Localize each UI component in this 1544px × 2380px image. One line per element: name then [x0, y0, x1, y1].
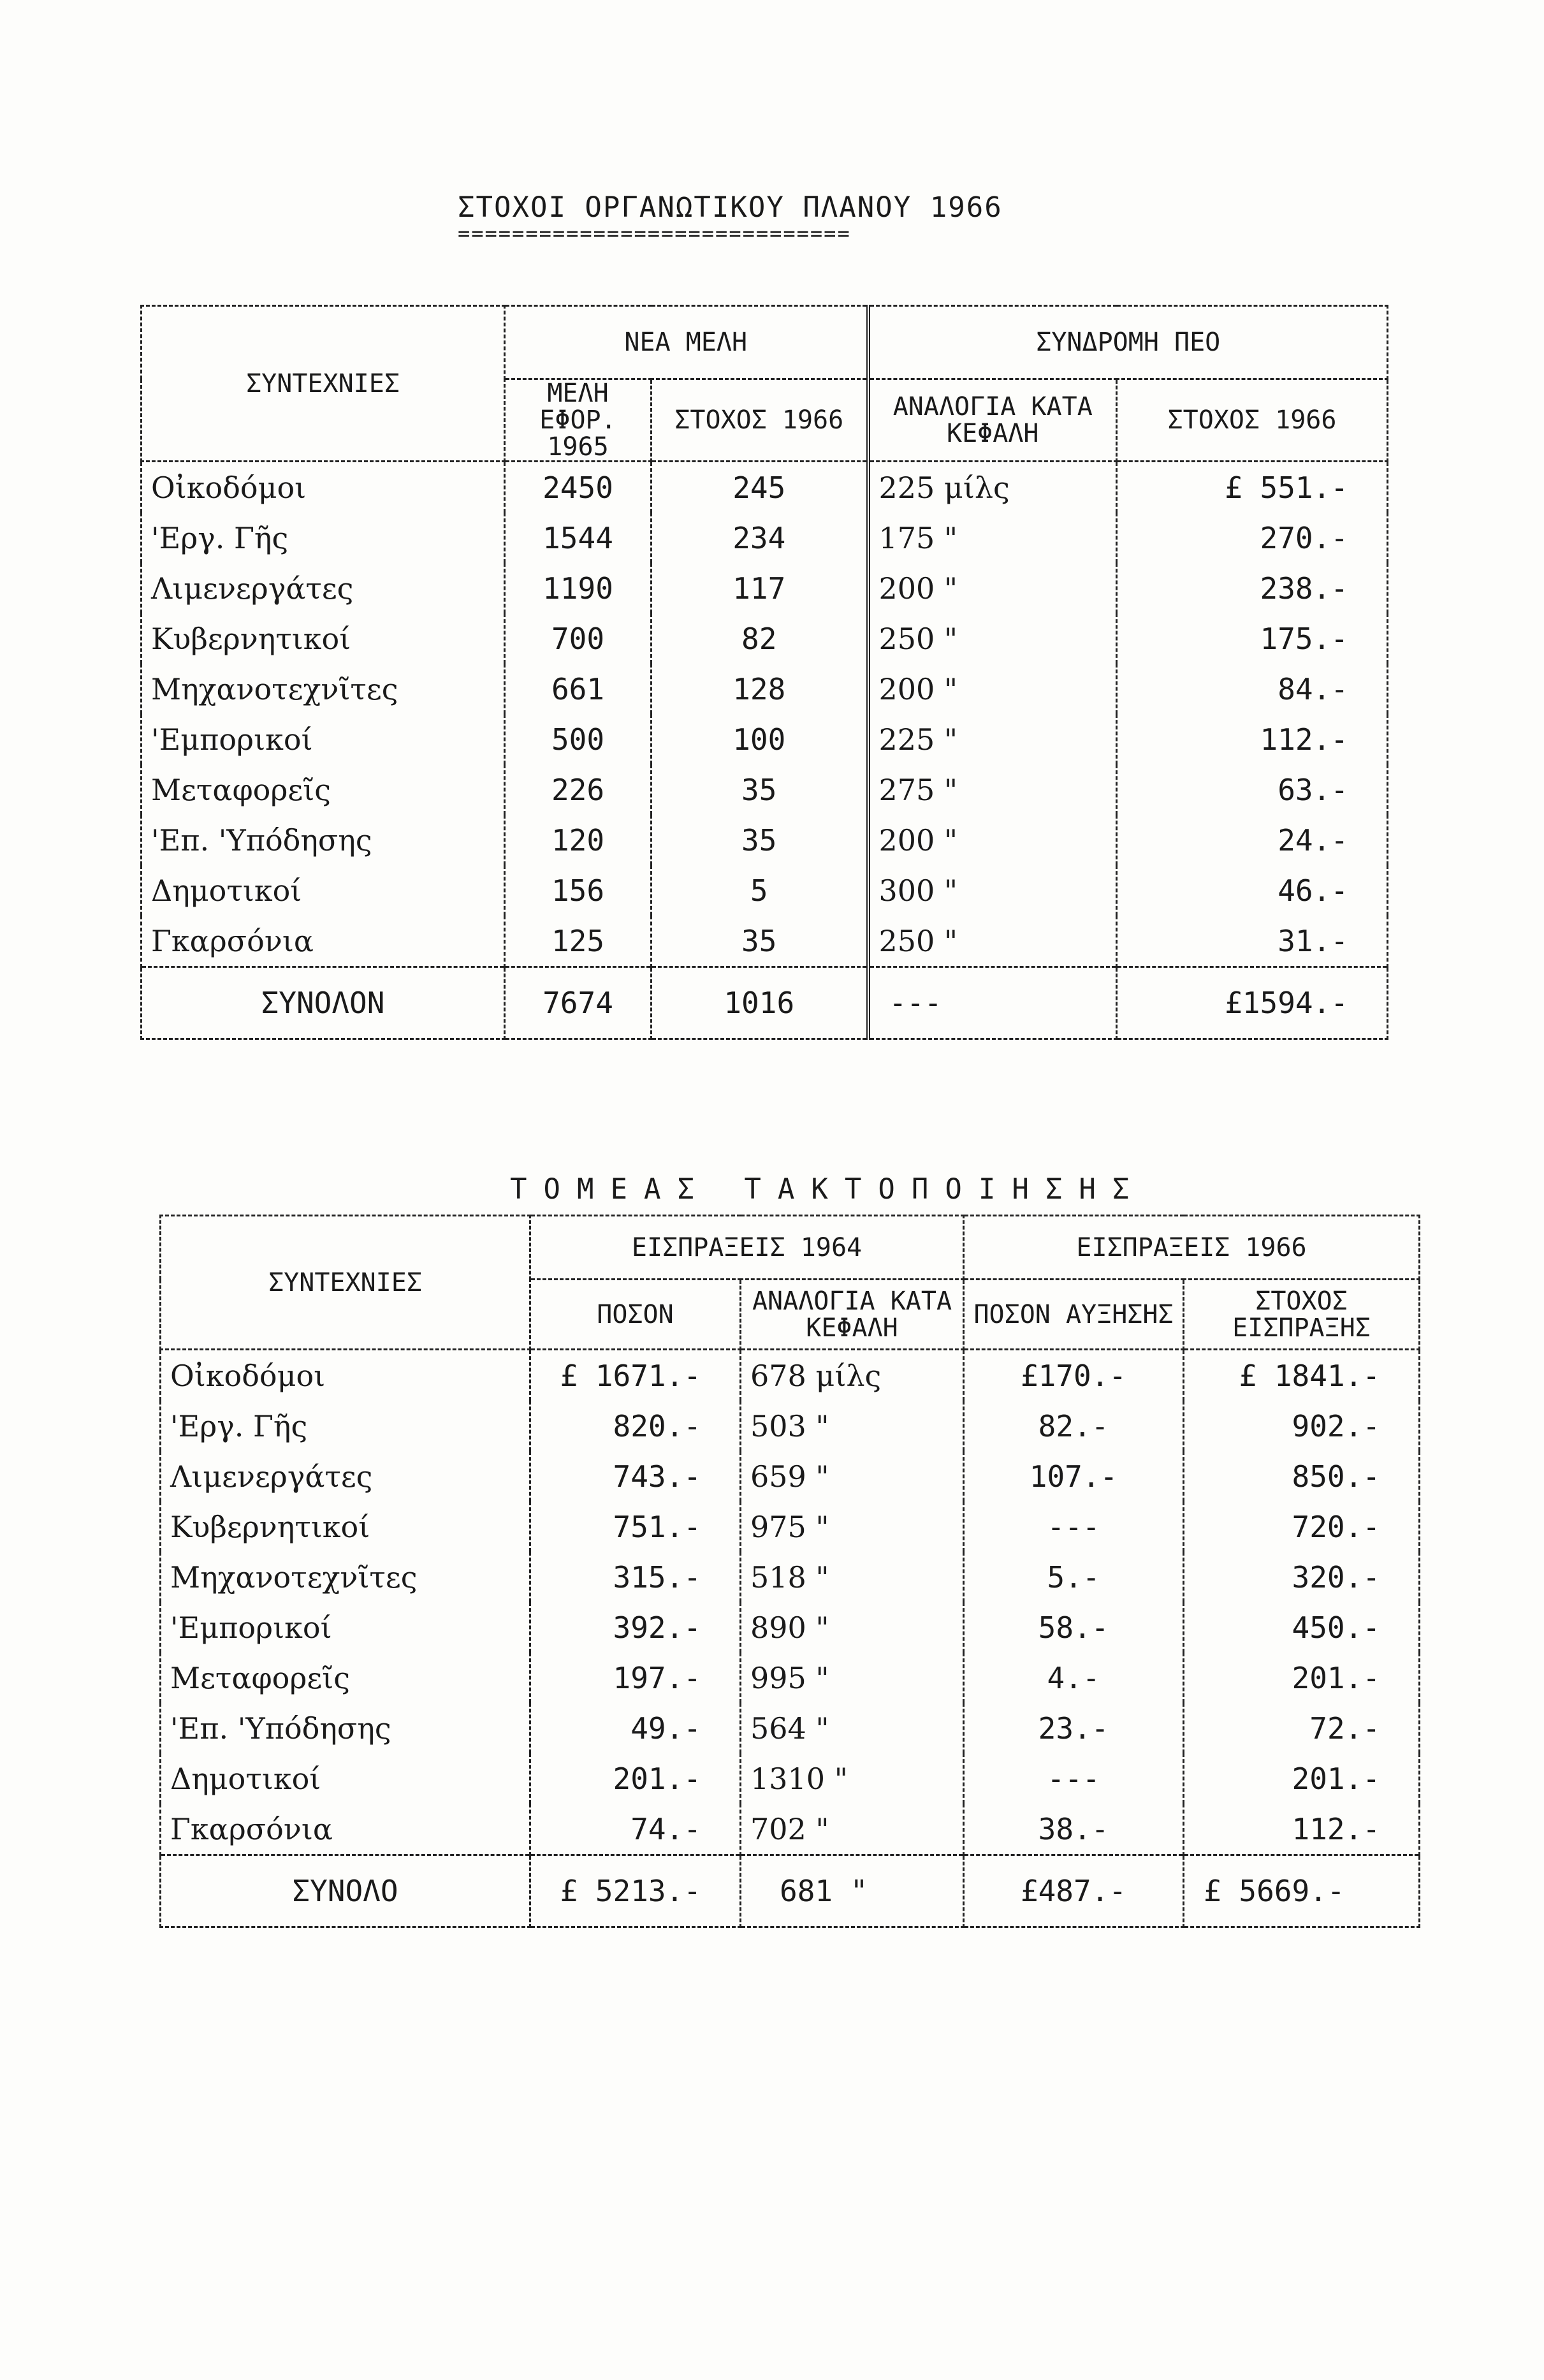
table-row: [142, 764, 1388, 815]
target-1966: 35: [652, 815, 868, 865]
table1-total-row: [142, 967, 1388, 1039]
ratio-per-head: 250 ": [868, 613, 1117, 664]
header-receipts-1966: ΕΙΣΠΡΑΞΕΙΣ 1966: [964, 1216, 1420, 1280]
union-name: Μεταφορεῖς: [161, 1653, 530, 1703]
amount-1964: £ 1671.-: [530, 1350, 741, 1401]
receipt-target: 201.-: [1184, 1753, 1420, 1804]
total-ratio: 681 ": [741, 1855, 964, 1927]
ratio-per-head: 200 ": [868, 563, 1117, 613]
amount-1964: 743.-: [530, 1451, 741, 1501]
receipt-target: 201.-: [1184, 1653, 1420, 1703]
header-ratio-per-head: ΑΝΑΛΟΓΙΑ ΚΑΤΑ ΚΕΦΑΛΗ: [741, 1280, 964, 1350]
title-underline: =============================: [458, 224, 851, 243]
union-name: Οἰκοδόμοι: [142, 462, 505, 513]
amount-1964: 751.-: [530, 1501, 741, 1552]
total-label: ΣΥΝΟΛΟΝ: [142, 967, 505, 1039]
increase-amount: 107.-: [964, 1451, 1184, 1501]
ratio-per-head: 503 ": [741, 1401, 964, 1451]
total-target: £ 5669.-: [1184, 1855, 1420, 1927]
subscription-target: 238.-: [1117, 563, 1388, 613]
ratio-per-head: 659 ": [741, 1451, 964, 1501]
table2-total-row: [161, 1855, 1420, 1927]
table-row: [142, 513, 1388, 563]
table-row: [142, 563, 1388, 613]
receipt-target: 850.-: [1184, 1451, 1420, 1501]
union-name: Κυβερνητικοί: [142, 613, 505, 664]
table-row: [161, 1401, 1420, 1451]
table-row: [161, 1350, 1420, 1401]
table-row: [161, 1753, 1420, 1804]
table-row: [161, 1451, 1420, 1501]
subscription-target: 112.-: [1117, 714, 1388, 764]
amount-1964: 315.-: [530, 1552, 741, 1602]
target-1966: 245: [652, 462, 868, 513]
ratio-per-head: 1310 ": [741, 1753, 964, 1804]
members-1965: 1190: [505, 563, 652, 613]
increase-amount: 23.-: [964, 1703, 1184, 1753]
header-amount: ΠΟΣΟΝ: [530, 1280, 741, 1350]
union-name: 'Εργ. Γῆς: [142, 513, 505, 563]
union-name: Δημοτικοί: [142, 865, 505, 916]
table-row: [142, 916, 1388, 967]
union-name: Οἰκοδόμοι: [161, 1350, 530, 1401]
amount-1964: 74.-: [530, 1804, 741, 1855]
union-name: Γκαρσόνια: [161, 1804, 530, 1855]
amount-1964: 820.-: [530, 1401, 741, 1451]
header-peo-subscription: ΣΥΝΔΡΟΜΗ ΠΕΟ: [868, 306, 1388, 379]
union-name: Γκαρσόνια: [142, 916, 505, 967]
increase-amount: 58.-: [964, 1602, 1184, 1653]
union-name: 'Επ. 'Υπόδησης: [142, 815, 505, 865]
receipt-target: 450.-: [1184, 1602, 1420, 1653]
header-target-1966: ΣΤΟΧΟΣ 1966: [652, 379, 868, 462]
members-1965: 226: [505, 764, 652, 815]
target-1966: 35: [652, 916, 868, 967]
union-name: Λιμενεργάτες: [142, 563, 505, 613]
subscription-target: 84.-: [1117, 664, 1388, 714]
union-name: 'Εργ. Γῆς: [161, 1401, 530, 1451]
members-1965: 120: [505, 815, 652, 865]
ratio-per-head: 975 ": [741, 1501, 964, 1552]
ratio-per-head: 200 ": [868, 815, 1117, 865]
ratio-per-head: 890 ": [741, 1602, 964, 1653]
ratio-per-head: 175 ": [868, 513, 1117, 563]
union-name: Λιμενεργάτες: [161, 1451, 530, 1501]
regularization-table: [159, 1215, 1420, 1928]
ratio-per-head: 995 ": [741, 1653, 964, 1703]
header-increase-amount: ΠΟΣΟΝ ΑΥΞΗΣΗΣ: [964, 1280, 1184, 1350]
receipt-target: £ 1841.-: [1184, 1350, 1420, 1401]
section-title-block: [510, 1173, 1146, 1206]
ratio-per-head: 225 ": [868, 714, 1117, 764]
members-1965: 661: [505, 664, 652, 714]
receipt-target: 72.-: [1184, 1703, 1420, 1753]
target-1966: 234: [652, 513, 868, 563]
total-subscription-target: £1594.-: [1117, 967, 1388, 1039]
members-1965: 2450: [505, 462, 652, 513]
members-1965: 156: [505, 865, 652, 916]
document-title: ΣΤΟΧΟΙ ΟΡΓΑΝΩΤΙΚΟΥ ΠΛΑΝΟΥ 1966: [458, 191, 1003, 224]
header-ratio-per-head: ΑΝΑΛΟΓΙΑ ΚΑΤΑ ΚΕΦΑΛΗ: [868, 379, 1117, 462]
ratio-per-head: 300 ": [868, 865, 1117, 916]
amount-1964: 201.-: [530, 1753, 741, 1804]
ratio-per-head: 225 μίλς: [868, 462, 1117, 513]
amount-1964: 49.-: [530, 1703, 741, 1753]
document-title-block: [458, 191, 1031, 243]
union-name: Κυβερνητικοί: [161, 1501, 530, 1552]
total-ratio: ---: [868, 967, 1117, 1039]
section-title: ΤΟΜΕΑΣ ΤΑΚΤΟΠΟΙΗΣΗΣ: [510, 1173, 1146, 1206]
increase-amount: 38.-: [964, 1804, 1184, 1855]
total-members: 7674: [505, 967, 652, 1039]
subscription-target: 46.-: [1117, 865, 1388, 916]
subscription-target: 63.-: [1117, 764, 1388, 815]
header-receipt-target: ΣΤΟΧΟΣ ΕΙΣΠΡΑΞΗΣ: [1184, 1280, 1420, 1350]
subscription-target: 24.-: [1117, 815, 1388, 865]
union-name: Μηχανοτεχνῖτες: [161, 1552, 530, 1602]
target-1966: 35: [652, 764, 868, 815]
table-row: [161, 1804, 1420, 1855]
ratio-per-head: 200 ": [868, 664, 1117, 714]
members-1965: 1544: [505, 513, 652, 563]
increase-amount: 82.-: [964, 1401, 1184, 1451]
table-row: [161, 1552, 1420, 1602]
receipt-target: 320.-: [1184, 1552, 1420, 1602]
receipt-target: 112.-: [1184, 1804, 1420, 1855]
header-syntexnies: ΣΥΝΤΕΧΝΙΕΣ: [142, 306, 505, 462]
table-row: [161, 1653, 1420, 1703]
members-1965: 700: [505, 613, 652, 664]
organizational-goals-table: [140, 305, 1388, 1040]
target-1966: 117: [652, 563, 868, 613]
increase-amount: 4.-: [964, 1653, 1184, 1703]
ratio-per-head: 678 μίλς: [741, 1350, 964, 1401]
members-1965: 125: [505, 916, 652, 967]
total-increase: £487.-: [964, 1855, 1184, 1927]
target-1966: 100: [652, 714, 868, 764]
total-label: ΣΥΝΟΛΟ: [161, 1855, 530, 1927]
target-1966: 82: [652, 613, 868, 664]
receipt-target: 720.-: [1184, 1501, 1420, 1552]
subscription-target: 270.-: [1117, 513, 1388, 563]
table-row: [142, 613, 1388, 664]
table-row: [142, 815, 1388, 865]
table-row: [142, 714, 1388, 764]
union-name: Μηχανοτεχνῖτες: [142, 664, 505, 714]
union-name: 'Εμπορικοί: [161, 1602, 530, 1653]
subscription-target: £ 551.-: [1117, 462, 1388, 513]
ratio-per-head: 518 ": [741, 1552, 964, 1602]
table-row: [161, 1703, 1420, 1753]
target-1966: 5: [652, 865, 868, 916]
header-syntexnies: ΣΥΝΤΕΧΝΙΕΣ: [161, 1216, 530, 1350]
subscription-target: 31.-: [1117, 916, 1388, 967]
union-name: 'Εμπορικοί: [142, 714, 505, 764]
table-row: [142, 865, 1388, 916]
target-1966: 128: [652, 664, 868, 714]
ratio-per-head: 702 ": [741, 1804, 964, 1855]
members-1965: 500: [505, 714, 652, 764]
amount-1964: 197.-: [530, 1653, 741, 1703]
header-subscription-target-1966: ΣΤΟΧΟΣ 1966: [1117, 379, 1388, 462]
total-target: 1016: [652, 967, 868, 1039]
increase-amount: ---: [964, 1501, 1184, 1552]
table-row: [142, 664, 1388, 714]
ratio-per-head: 250 ": [868, 916, 1117, 967]
table-row: [161, 1501, 1420, 1552]
ratio-per-head: 564 ": [741, 1703, 964, 1753]
increase-amount: £170.-: [964, 1350, 1184, 1401]
amount-1964: 392.-: [530, 1602, 741, 1653]
union-name: Δημοτικοί: [161, 1753, 530, 1804]
table-row: [142, 462, 1388, 513]
increase-amount: 5.-: [964, 1552, 1184, 1602]
table-row: [161, 1602, 1420, 1653]
header-members-1965: ΜΕΛΗ ΕΦΟΡ. 1965: [505, 379, 652, 462]
receipt-target: 902.-: [1184, 1401, 1420, 1451]
header-new-members: ΝΕΑ ΜΕΛΗ: [505, 306, 868, 379]
union-name: Μεταφορεῖς: [142, 764, 505, 815]
ratio-per-head: 275 ": [868, 764, 1117, 815]
union-name: 'Επ. 'Υπόδησης: [161, 1703, 530, 1753]
header-receipts-1964: ΕΙΣΠΡΑΞΕΙΣ 1964: [530, 1216, 964, 1280]
increase-amount: ---: [964, 1753, 1184, 1804]
total-amount: £ 5213.-: [530, 1855, 741, 1927]
subscription-target: 175.-: [1117, 613, 1388, 664]
